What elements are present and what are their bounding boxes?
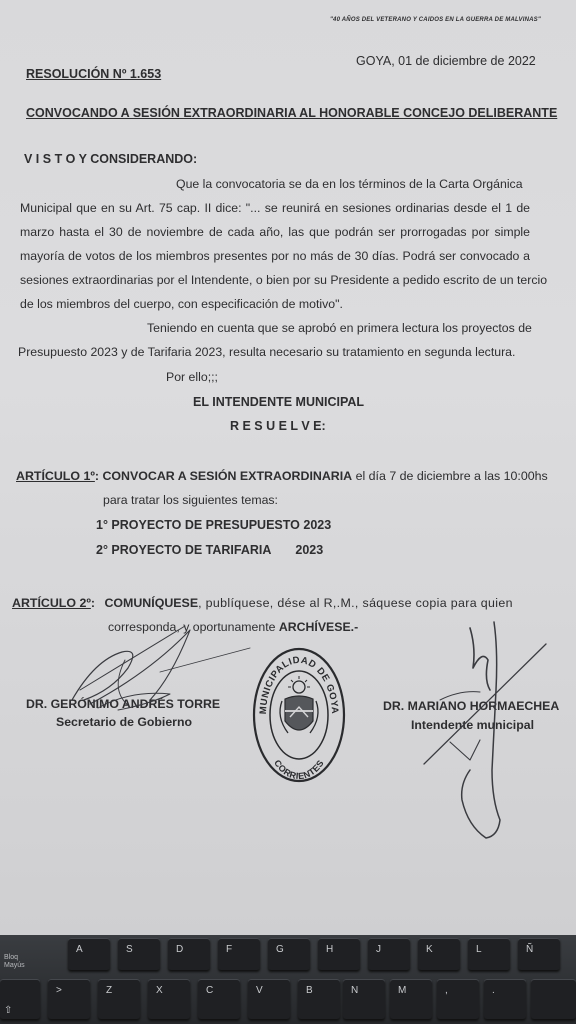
key-shift[interactable]: ⇧ [0,979,40,1019]
header-motto: "40 AÑOS DEL VETERANO Y CAIDOS EN LA GUERRA DE MALVINAS" [330,17,541,23]
agenda-item-2-label: 2° PROYECTO DE TARIFARIA [96,543,272,557]
key-s[interactable]: S [118,938,160,970]
agenda-item-2 [96,544,323,557]
paragraph-2-line-1: Teniendo en cuenta que se aprobó en primera lectura los proyectos de [147,321,532,335]
key-h[interactable]: H [318,938,360,970]
coat-of-arms-icon [280,676,318,733]
paragraph-2-line-2: Presupuesto 2023 y de Tarifaria 2023, resulta necesario su tratamiento en segunda lectura. [18,345,516,359]
article-2-label: ARTÍCULO 2º [12,596,91,610]
article-2-colon: : [90,596,99,610]
article-1-line-2: para tratar los siguientes temas: [103,493,278,507]
resuelve-heading: R E S U E L V E: [230,419,326,433]
agenda-item-2-year: 2023 [295,543,324,557]
key-enye[interactable]: Ñ [518,938,560,970]
article-2-line-2 [108,621,358,633]
article-1-bold: CONVOCAR A SESIÓN EXTRAORDINARIA [102,469,353,483]
key-comma[interactable]: , [437,979,479,1019]
paragraph-1-line-6: de los miembros del cuerpo, con especificación de motivo". [20,297,343,311]
por-ello: Por ello;;; [166,370,218,384]
key-a[interactable]: A [68,938,110,970]
place-date-city: GOYA [356,54,392,68]
key-l[interactable]: L [468,938,510,970]
seal-top-text: MUNICIPALIDAD DE GOYA [257,654,341,715]
left-signer-role: Secretario de Gobierno [56,715,192,729]
right-signer-name: DR. MARIANO HORMAECHEA [383,699,560,713]
agenda-item-1: 1° PROYECTO DE PRESUPUESTO 2023 [96,518,332,532]
place-date [356,55,536,68]
seal-bottom-text: CORRIENTES [272,758,326,782]
intendente-heading: EL INTENDENTE MUNICIPAL [193,395,365,409]
paragraph-1-line-1: Que la convocatoria se da en los términos de la Carta Orgánica [176,177,523,191]
place-date-rest: , 01 de diciembre de 2022 [391,54,536,68]
article-1-colon: : [94,469,103,483]
key-g[interactable]: G [268,938,310,970]
key-d[interactable]: D [168,938,210,970]
key-z[interactable]: Z [98,979,140,1019]
key-c[interactable]: C [198,979,240,1019]
left-signer-name: DR. GERÓNIMO ANDRÉS TORRE [26,697,221,711]
key-m[interactable]: M [390,979,432,1019]
visto-heading: V I S T O Y CONSIDERANDO: [24,152,198,166]
key-n[interactable]: N [343,979,385,1019]
article-1-line-1 [16,470,548,482]
paragraph-1-line-5: sesiones extraordinarias por el Intendente, o bien por su Presidente a pedido escrito de un tercio [20,273,548,287]
article-1-label: ARTÍCULO 1º [16,469,95,483]
key-b[interactable]: B [298,979,340,1019]
key-f[interactable]: F [218,938,260,970]
article-1-rest: el día 7 de diciembre a las 10:00hs [352,469,548,483]
laptop-keyboard [0,935,576,1024]
key-period[interactable]: . [484,979,526,1019]
paragraph-1-line-3: marzo hasta el 30 de noviembre de cada año, las que podrán ser prorrogadas por simple [20,225,530,239]
key-angle[interactable]: > [48,979,90,1019]
article-2-line-1 [12,597,534,609]
resolution-number: RESOLUCIÓN Nº 1.653 [26,67,162,81]
article-2-archivese: ARCHÍVESE.- [278,620,359,634]
key-v[interactable]: V [248,979,290,1019]
key-x[interactable]: X [148,979,190,1019]
article-2-rest: , publíquese, dése al R,.M., sáquese copia para quien [198,596,513,610]
municipal-seal [252,647,346,783]
right-signer-role: Intendente municipal [411,718,534,732]
key-extra[interactable] [531,979,576,1019]
article-2-bold: COMUNÍQUESE [104,596,199,610]
caps-lock-label: Bloq Mayús [4,954,25,969]
paragraph-1-line-2: Municipal que en su Art. 75 cap. II dice: "... se reunirá en sesiones ordinarias desde el 1 de [20,201,530,215]
key-k[interactable]: K [418,938,460,970]
article-2-line-2-text: corresponda, y oportunamente [108,620,279,634]
key-j[interactable]: J [368,938,410,970]
paragraph-1-line-4: mayoría de votos de los miembros presentes por no más de 30 días. Podrá ser convocado a [20,249,530,263]
resolution-subject: CONVOCANDO A SESIÓN EXTRAORDINARIA AL HONORABLE CONCEJO DELIBERANTE [26,106,558,120]
